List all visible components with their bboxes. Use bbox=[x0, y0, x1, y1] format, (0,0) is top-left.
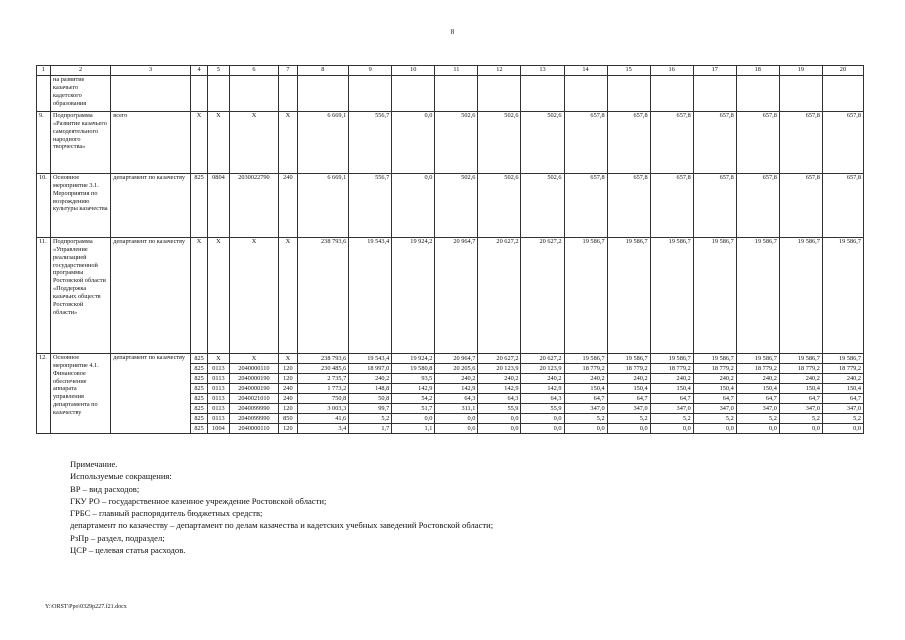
row-code-c6 bbox=[229, 76, 279, 112]
row-code-c4: X bbox=[190, 112, 207, 174]
page-number: 8 bbox=[450, 28, 455, 36]
row12-value-line: 150,4 bbox=[608, 384, 650, 394]
row12-value-line: 19 586,7 bbox=[608, 354, 650, 364]
header-cell: 11 bbox=[435, 66, 478, 76]
budget-table bbox=[36, 65, 864, 434]
row-value: 657,8 bbox=[779, 174, 822, 238]
row12-value-line: 240,2 bbox=[349, 374, 391, 384]
row12-value-line: 347,0 bbox=[823, 404, 863, 414]
row-executor: департамент по казачеству bbox=[111, 174, 191, 238]
row-executor: всего bbox=[111, 112, 191, 174]
header-cell: 14 bbox=[564, 66, 607, 76]
row12-value-line: 1,1 bbox=[424, 425, 433, 432]
row12-value-line: 148,8 bbox=[349, 384, 391, 394]
row-value: 556,7 bbox=[349, 112, 392, 174]
row12-value-line: 18 779,2 bbox=[694, 364, 736, 374]
row12-code-c5-line: 1004 bbox=[212, 425, 225, 432]
row12-value bbox=[435, 354, 478, 434]
row12-code-c6-line: 2040021010 bbox=[230, 394, 279, 404]
row12-value-line: 20 205,6 bbox=[435, 364, 477, 374]
row-code-c7: 240 bbox=[279, 174, 297, 238]
row12-code-c4-line: 825 bbox=[194, 425, 204, 432]
row12-value-line: 150,4 bbox=[565, 384, 607, 394]
row12-value-line: 0,0 bbox=[853, 425, 861, 432]
header-row bbox=[37, 66, 864, 76]
row12-value-line: 230 485,6 bbox=[298, 364, 349, 374]
row-value: 0,0 bbox=[392, 112, 435, 174]
row12-code-c7-line: 240 bbox=[279, 384, 296, 394]
note-line: департамент по казачеству – департамент по делам казачества и кадетских учебных заведений Ростовской области; bbox=[70, 520, 494, 531]
row12-value-line: 20 123,9 bbox=[478, 364, 520, 374]
row12-value-line: 142,9 bbox=[435, 384, 477, 394]
row12-value-line: 240,2 bbox=[478, 374, 520, 384]
row-value bbox=[650, 76, 693, 112]
row12-value-line: 3,4 bbox=[338, 425, 347, 432]
row-code-c6: X bbox=[229, 238, 279, 354]
row12-value-line: 240,2 bbox=[823, 374, 863, 384]
row12-value-line: 18 779,2 bbox=[780, 364, 822, 374]
row-value: 502,6 bbox=[478, 174, 521, 238]
row-value: 502,6 bbox=[521, 174, 564, 238]
header-cell: 2 bbox=[50, 66, 110, 76]
row-value bbox=[349, 76, 392, 112]
table-body bbox=[37, 66, 864, 434]
row12-value bbox=[392, 354, 435, 434]
row12-value-line: 311,1 bbox=[435, 404, 477, 414]
note-line: ГКУ РО – государственное казенное учреждение Ростовской области; bbox=[70, 495, 327, 506]
row-name: Основное мероприятие 4.1. Финансовое обеспечение аппарата управления департамента по казачеству bbox=[50, 354, 110, 434]
row-code-c7: X bbox=[279, 238, 297, 354]
row-value: 657,8 bbox=[650, 112, 693, 174]
notes-block bbox=[70, 458, 493, 556]
row12-value-line: 5,2 bbox=[780, 414, 822, 424]
row-number: 11. bbox=[37, 238, 51, 354]
row12-value bbox=[779, 354, 822, 434]
row-number: 12. bbox=[37, 354, 51, 434]
row-value: 502,6 bbox=[435, 174, 478, 238]
row-value: 19 586,7 bbox=[564, 238, 607, 354]
row-name: на развитие казачьего кадетского образования bbox=[50, 76, 110, 112]
row12-value-line: 2 735,7 bbox=[298, 374, 349, 384]
row-code-c5: X bbox=[208, 238, 230, 354]
row12-value-line: 0,0 bbox=[596, 425, 605, 432]
row12-value-line: 51,7 bbox=[392, 404, 434, 414]
row-number bbox=[37, 76, 51, 112]
header-cell: 19 bbox=[779, 66, 822, 76]
row-value: 502,6 bbox=[521, 112, 564, 174]
row12-value-line: 18 997,0 bbox=[349, 364, 391, 374]
header-cell: 7 bbox=[279, 66, 297, 76]
note-line: Используемые сокращения: bbox=[70, 471, 172, 482]
row12-code-c7-line: 120 bbox=[279, 374, 296, 384]
row12-value bbox=[693, 354, 736, 434]
row12-code-c6-line: 2040000110 bbox=[238, 425, 270, 432]
row12-value-line: 54,2 bbox=[392, 394, 434, 404]
row12-value-line: 0,0 bbox=[510, 425, 519, 432]
row12-value-line: 0,0 bbox=[768, 425, 777, 432]
row12-value-line: 0,0 bbox=[812, 425, 820, 432]
row12-value-line: 240,2 bbox=[651, 374, 693, 384]
row-value: 657,8 bbox=[607, 174, 650, 238]
row12-value-line: 240,2 bbox=[694, 374, 736, 384]
row12-code-c6-line: 2040099990 bbox=[230, 414, 279, 424]
row-name: Подпрограмма «Развитие казачьего самодеятельного народного творчества» bbox=[50, 112, 110, 174]
row-value: 6 669,1 bbox=[297, 174, 349, 238]
row12-value-line: 240,2 bbox=[780, 374, 822, 384]
row12-value-line: 240,2 bbox=[521, 374, 563, 384]
header-cell: 3 bbox=[111, 66, 191, 76]
row-executor: департамент по казачеству bbox=[111, 238, 191, 354]
row-number: 10. bbox=[37, 174, 51, 238]
header-cell: 17 bbox=[693, 66, 736, 76]
header-cell: 4 bbox=[190, 66, 207, 76]
row12-value-line: 238 793,6 bbox=[298, 354, 349, 364]
row12-value bbox=[564, 354, 607, 434]
row12-value-line: 20 627,2 bbox=[478, 354, 520, 364]
row12-code-c7-line: 120 bbox=[279, 364, 296, 374]
row-value bbox=[736, 76, 779, 112]
row12-code-c7-line: 120 bbox=[279, 404, 296, 414]
row12-value-line: 150,4 bbox=[823, 384, 863, 394]
row12-value-line: 64,7 bbox=[565, 394, 607, 404]
row12-code-c5-line: 0113 bbox=[208, 394, 229, 404]
row12-value-line: 19 586,7 bbox=[651, 354, 693, 364]
row-value: 19 543,4 bbox=[349, 238, 392, 354]
row12-code-c5-line: 0113 bbox=[208, 374, 229, 384]
row-value: 20 627,2 bbox=[521, 238, 564, 354]
row-value: 0,0 bbox=[392, 174, 435, 238]
row12-code-c6-line: 2040000190 bbox=[230, 374, 279, 384]
row-value bbox=[822, 76, 863, 112]
row12-value-line: 0,0 bbox=[639, 425, 648, 432]
row-value bbox=[607, 76, 650, 112]
header-cell: 1 bbox=[37, 66, 51, 76]
row12-code-c4-line: 825 bbox=[191, 374, 207, 384]
row12-value-line: 64,7 bbox=[823, 394, 863, 404]
row12-value-line: 20 964,7 bbox=[435, 354, 477, 364]
row-executor bbox=[111, 76, 191, 112]
row-value: 657,8 bbox=[650, 174, 693, 238]
row-value: 502,6 bbox=[478, 112, 521, 174]
row-code-c7 bbox=[279, 76, 297, 112]
row12-value bbox=[297, 354, 349, 434]
row-value: 556,7 bbox=[349, 174, 392, 238]
row-value: 657,8 bbox=[736, 112, 779, 174]
row12-code-c4-line: 825 bbox=[191, 404, 207, 414]
row12-value-line: 64,7 bbox=[694, 394, 736, 404]
row12-value-line: 1,7 bbox=[381, 425, 390, 432]
row12-value bbox=[521, 354, 564, 434]
row12-value-line: 93,5 bbox=[392, 374, 434, 384]
row12-value-line: 0,0 bbox=[392, 414, 434, 424]
row12-value-line: 64,7 bbox=[651, 394, 693, 404]
row-value: 19 924,2 bbox=[392, 238, 435, 354]
row-value: 20 964,7 bbox=[435, 238, 478, 354]
row12-value bbox=[650, 354, 693, 434]
row12-value-line: 0,0 bbox=[725, 425, 734, 432]
row12-value-line: 0,0 bbox=[435, 414, 477, 424]
row-value: 19 586,7 bbox=[607, 238, 650, 354]
row-value: 6 669,1 bbox=[297, 112, 349, 174]
note-line: РзПр – раздел, подраздел; bbox=[70, 532, 165, 543]
row-code-c4: X bbox=[190, 238, 207, 354]
row12-value-line: 240,2 bbox=[565, 374, 607, 384]
row-value: 238 793,6 bbox=[297, 238, 349, 354]
row12-value-line: 142,9 bbox=[521, 384, 563, 394]
row-value bbox=[297, 76, 349, 112]
row12-code-c6-line: 2040000110 bbox=[230, 364, 279, 374]
row12-code-c7-line: 850 bbox=[279, 414, 296, 424]
row12-value-line: 55,9 bbox=[521, 404, 563, 414]
row-code-c5 bbox=[208, 76, 230, 112]
row12-value-line: 142,9 bbox=[478, 384, 520, 394]
row12-value-line: 19 543,4 bbox=[349, 354, 391, 364]
row12-code-c5-line: X bbox=[208, 354, 229, 364]
row12-value-line: 5,2 bbox=[608, 414, 650, 424]
header-cell: 13 bbox=[521, 66, 564, 76]
row-value bbox=[435, 76, 478, 112]
table-row-12 bbox=[37, 354, 864, 434]
row12-code-c4-line: 825 bbox=[191, 414, 207, 424]
table-row bbox=[37, 112, 864, 174]
row-value: 657,8 bbox=[607, 112, 650, 174]
note-line: ЦСР – целевая статья расходов. bbox=[70, 545, 186, 556]
row12-code-c5 bbox=[208, 354, 230, 434]
row12-value-line: 18 779,2 bbox=[737, 364, 779, 374]
row12-value-line: 347,0 bbox=[608, 404, 650, 414]
row-value bbox=[779, 76, 822, 112]
header-cell: 5 bbox=[208, 66, 230, 76]
row12-value-line: 3 003,3 bbox=[298, 404, 349, 414]
row12-code-c5-line: 0113 bbox=[208, 364, 229, 374]
row12-value-line: 18 779,2 bbox=[823, 364, 863, 374]
row12-code-c7-line: 240 bbox=[279, 394, 296, 404]
row-value: 19 586,7 bbox=[822, 238, 863, 354]
row-value: 657,8 bbox=[693, 112, 736, 174]
row12-value-line: 19 586,7 bbox=[694, 354, 736, 364]
header-cell: 9 bbox=[349, 66, 392, 76]
row12-value-line: 19 580,8 bbox=[392, 364, 434, 374]
row12-value-line: 99,7 bbox=[349, 404, 391, 414]
note-line: ГРБС – главный распорядитель бюджетных средств; bbox=[70, 508, 263, 519]
row12-code-c5-line: 0113 bbox=[208, 384, 229, 394]
table-row bbox=[37, 76, 864, 112]
row-value: 657,8 bbox=[779, 112, 822, 174]
row12-value-line: 19 586,7 bbox=[823, 354, 863, 364]
row12-value-line: 240,2 bbox=[608, 374, 650, 384]
row12-value-line: 347,0 bbox=[780, 404, 822, 414]
header-cell: 18 bbox=[736, 66, 779, 76]
row12-value bbox=[607, 354, 650, 434]
row12-code-c7-line: X bbox=[279, 354, 296, 364]
row12-code-c6 bbox=[229, 354, 279, 434]
row12-value-line: 19 586,7 bbox=[737, 354, 779, 364]
row12-value-line: 18 779,2 bbox=[565, 364, 607, 374]
row12-value-line: 5,2 bbox=[737, 414, 779, 424]
row-code-c5: 0804 bbox=[208, 174, 230, 238]
row-code-c4 bbox=[190, 76, 207, 112]
row12-value-line: 750,8 bbox=[298, 394, 349, 404]
note-line: Примечание. bbox=[70, 459, 118, 469]
row12-value-line: 0,0 bbox=[553, 425, 562, 432]
row-value: 19 586,7 bbox=[650, 238, 693, 354]
row12-value-line: 5,2 bbox=[823, 414, 863, 424]
row12-value-line: 0,0 bbox=[682, 425, 691, 432]
header-cell: 16 bbox=[650, 66, 693, 76]
row12-value-line: 5,2 bbox=[349, 414, 391, 424]
row-value: 19 586,7 bbox=[736, 238, 779, 354]
header-cell: 12 bbox=[478, 66, 521, 76]
row-code-c4: 825 bbox=[190, 174, 207, 238]
row12-value bbox=[349, 354, 392, 434]
row-value bbox=[693, 76, 736, 112]
row12-value-line: 347,0 bbox=[694, 404, 736, 414]
note-line: ВР – вид расходов; bbox=[70, 483, 140, 494]
row12-value-line: 150,4 bbox=[737, 384, 779, 394]
row12-value-line: 5,2 bbox=[565, 414, 607, 424]
row12-value-line: 19 586,7 bbox=[780, 354, 822, 364]
header-cell: 8 bbox=[297, 66, 349, 76]
row12-value-line: 64,3 bbox=[478, 394, 520, 404]
row12-code-c4-line: 825 bbox=[191, 394, 207, 404]
row-code-c6: 2030022790 bbox=[229, 174, 279, 238]
row12-value-line: 1 773,2 bbox=[298, 384, 349, 394]
row12-value-line: 50,8 bbox=[349, 394, 391, 404]
row12-value bbox=[736, 354, 779, 434]
row-number: 9. bbox=[37, 112, 51, 174]
row-value: 19 586,7 bbox=[779, 238, 822, 354]
file-path-footer: Y:\ORST\Ppo\0329p227.f21.docx bbox=[45, 604, 127, 610]
row-value: 657,8 bbox=[822, 112, 863, 174]
row12-code-c4-line: 825 bbox=[191, 364, 207, 374]
header-cell: 10 bbox=[392, 66, 435, 76]
row12-value-line: 64,3 bbox=[521, 394, 563, 404]
row12-code-c6-line: 2040000190 bbox=[230, 384, 279, 394]
row12-value-line: 150,4 bbox=[780, 384, 822, 394]
row-value: 657,8 bbox=[693, 174, 736, 238]
row-name: Подпрограмма «Управление реализацией государственной программы Ростовской области «Поддержка казачьих обществ Ростовской области» bbox=[50, 238, 110, 354]
row-value bbox=[478, 76, 521, 112]
row12-value-line: 150,4 bbox=[651, 384, 693, 394]
row12-value-line: 19 924,2 bbox=[392, 354, 434, 364]
row12-value-line: 347,0 bbox=[737, 404, 779, 414]
row12-value-line: 64,7 bbox=[737, 394, 779, 404]
row12-value-line: 55,9 bbox=[478, 404, 520, 414]
row12-value-line: 347,0 bbox=[651, 404, 693, 414]
row12-value-line: 64,3 bbox=[435, 394, 477, 404]
row12-value-line: 240,2 bbox=[737, 374, 779, 384]
row12-code-c4-line: 825 bbox=[191, 354, 207, 364]
row12-code-c5-line: 0113 bbox=[208, 404, 229, 414]
row12-value-line: 5,2 bbox=[651, 414, 693, 424]
row12-value-line: 347,0 bbox=[565, 404, 607, 414]
row12-value-line: 240,2 bbox=[435, 374, 477, 384]
row12-code-c6-line: X bbox=[230, 354, 279, 364]
row12-code-c4 bbox=[190, 354, 207, 434]
row12-value-line: 142,9 bbox=[392, 384, 434, 394]
row12-code-c6-line: 2040099990 bbox=[230, 404, 279, 414]
row12-value-line: 19 586,7 bbox=[565, 354, 607, 364]
row12-value-line: 150,4 bbox=[694, 384, 736, 394]
row-executor: департамент по казачеству bbox=[111, 354, 191, 434]
row12-code-c7-line: 120 bbox=[283, 425, 293, 432]
row-name: Основное мероприятие 3.1. Мероприятия по возрождению культуры казачества bbox=[50, 174, 110, 238]
row-value: 657,8 bbox=[736, 174, 779, 238]
row12-code-c7 bbox=[279, 354, 297, 434]
header-cell: 6 bbox=[229, 66, 279, 76]
row-value bbox=[521, 76, 564, 112]
row12-value-line: 41,6 bbox=[298, 414, 349, 424]
row-value: 502,6 bbox=[435, 112, 478, 174]
header-cell: 15 bbox=[607, 66, 650, 76]
row12-value-line: 18 779,2 bbox=[608, 364, 650, 374]
row-code-c6: X bbox=[229, 112, 279, 174]
row12-code-c5-line: 0113 bbox=[208, 414, 229, 424]
row-code-c7: X bbox=[279, 112, 297, 174]
row-value bbox=[392, 76, 435, 112]
row-value: 19 586,7 bbox=[693, 238, 736, 354]
row12-value bbox=[822, 354, 863, 434]
row12-value-line: 0,0 bbox=[521, 414, 563, 424]
row-value bbox=[564, 76, 607, 112]
table-row bbox=[37, 174, 864, 238]
table-row bbox=[37, 238, 864, 354]
header-cell: 20 bbox=[822, 66, 863, 76]
row12-value-line: 0,0 bbox=[478, 414, 520, 424]
row12-code-c4-line: 825 bbox=[191, 384, 207, 394]
row-value: 657,8 bbox=[564, 174, 607, 238]
row-value: 657,8 bbox=[564, 112, 607, 174]
row12-value-line: 0,6 bbox=[467, 425, 476, 432]
row-code-c5: X bbox=[208, 112, 230, 174]
row-value: 657,8 bbox=[822, 174, 863, 238]
row12-value-line: 64,7 bbox=[780, 394, 822, 404]
row12-value-line: 64,7 bbox=[608, 394, 650, 404]
row12-value-line: 20 123,9 bbox=[521, 364, 563, 374]
row12-value bbox=[478, 354, 521, 434]
row12-value-line: 18 779,2 bbox=[651, 364, 693, 374]
row-value: 20 627,2 bbox=[478, 238, 521, 354]
row12-value-line: 5,2 bbox=[694, 414, 736, 424]
row12-value-line: 20 627,2 bbox=[521, 354, 563, 364]
